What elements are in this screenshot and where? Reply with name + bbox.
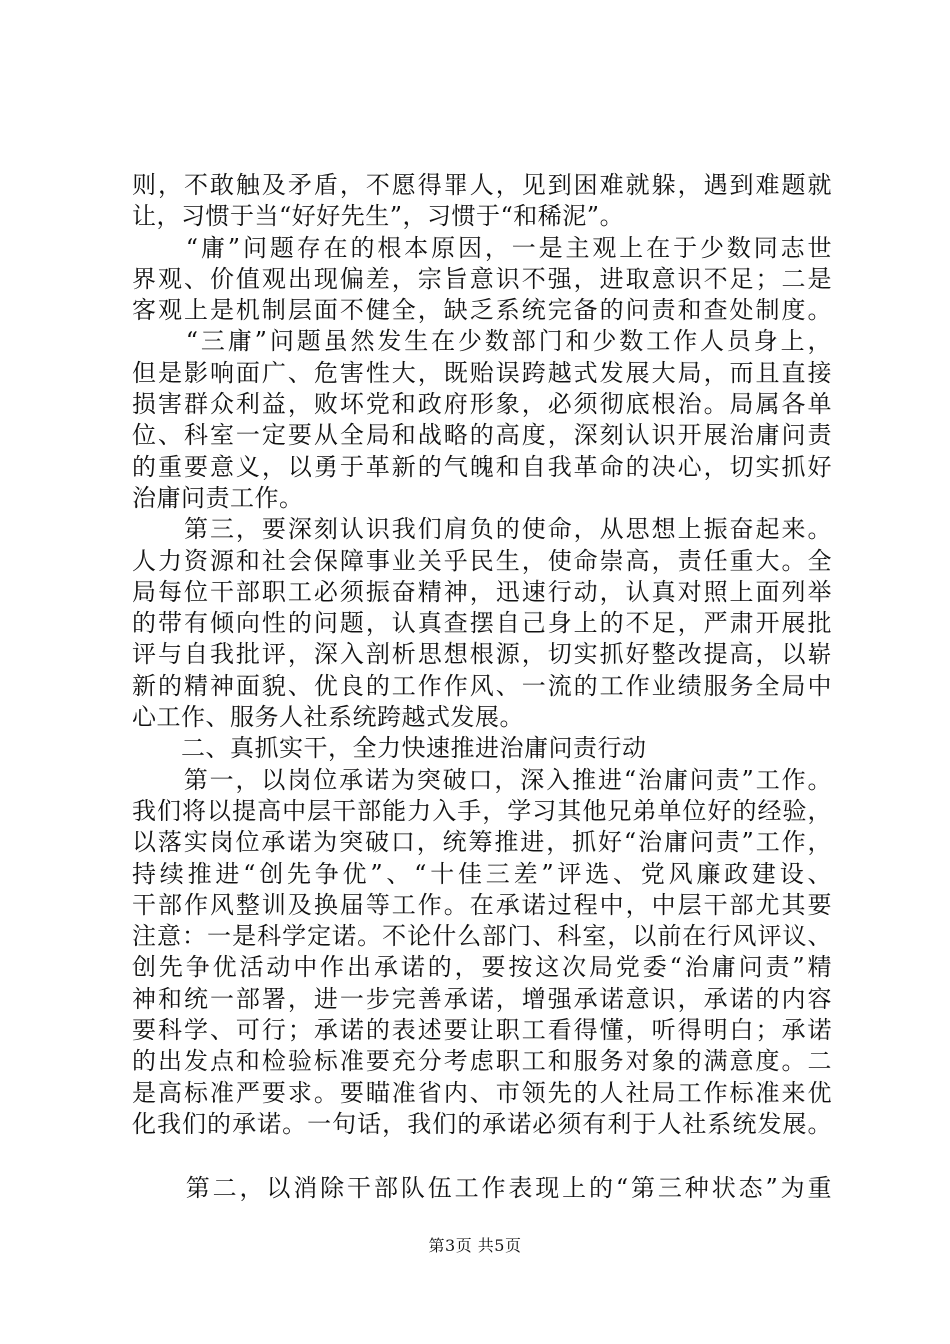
text-line: 人力资源和社会保障事业关乎民生，使命崇高，责任重大。全 bbox=[132, 546, 832, 575]
text-line: 神和统一部署，进一步完善承诺，增强承诺意识，承诺的内容 bbox=[132, 984, 832, 1013]
text-line: 第一，以岗位承诺为突破口，深入推进“治庸问责”工作。 bbox=[132, 765, 832, 794]
text-line: 但是影响面广、危害性大，既贻误跨越式发展大局，而且直接 bbox=[132, 358, 832, 387]
text-line: 以落实岗位承诺为突破口，统筹推进，抓好“治庸问责”工作， bbox=[132, 828, 832, 857]
text-line: 界观、价值观出现偏差，宗旨意识不强，进取意识不足；二是 bbox=[132, 264, 832, 293]
text-line: 第三，要深刻认识我们肩负的使命，从思想上振奋起来。 bbox=[132, 515, 832, 544]
text-line: “庸”问题存在的根本原因，一是主观上在于少数同志世 bbox=[132, 233, 832, 262]
paragraph-gap bbox=[132, 1140, 832, 1173]
text-line: 位、科室一定要从全局和战略的高度，深刻认识开展治庸问责 bbox=[132, 421, 832, 450]
text-line: 损害群众利益，败坏党和政府形象，必须彻底根治。局属各单 bbox=[132, 390, 832, 419]
text-line: 创先争优活动中作出承诺的，要按这次局党委“治庸问责”精 bbox=[132, 953, 832, 982]
text-line: “三庸”问题虽然发生在少数部门和少数工作人员身上， bbox=[132, 327, 832, 356]
text-line: 局每位干部职工必须振奋精神，迅速行动，认真对照上面列举 bbox=[132, 577, 832, 606]
text-line: 新的精神面貌、优良的工作作风、一流的工作业绩服务全局中 bbox=[132, 671, 832, 700]
text-line: 心工作、服务人社系统跨越式发展。 bbox=[132, 703, 524, 732]
text-line: 要科学、可行；承诺的表述要让职工看得懂，听得明白；承诺 bbox=[132, 1016, 832, 1045]
text-line: 干部作风整训及换届等工作。在承诺过程中，中层干部尤其要 bbox=[132, 890, 832, 919]
page-footer: 第3页 共5页 bbox=[428, 1236, 522, 1255]
text-line: 则，不敢触及矛盾，不愿得罪人，见到困难就躲，遇到难题就 bbox=[132, 171, 832, 199]
text-line: 让，习惯于当“好好先生”，习惯于“和稀泥”。 bbox=[132, 202, 625, 231]
document-body bbox=[132, 170, 832, 1205]
text-line: 注意：一是科学定诺。不论什么部门、科室，以前在行风评议、 bbox=[132, 922, 832, 951]
text-line: 评与自我批评，深入剖析思想根源，切实抓好整改提高，以崭 bbox=[132, 640, 832, 669]
text-line: 的出发点和检验标准要充分考虑职工和服务对象的满意度。二 bbox=[132, 1047, 832, 1076]
text-line: 是高标准严要求。要瞄准省内、市领先的人社局工作标准来优 bbox=[132, 1078, 832, 1107]
section-heading: 二、真抓实干，全力快速推进治庸问责行动 bbox=[132, 734, 647, 763]
text-line: 我们将以提高中层干部能力入手，学习其他兄弟单位好的经验， bbox=[132, 796, 832, 825]
text-line: 的带有倾向性的问题，认真查摆自己身上的不足，严肃开展批 bbox=[132, 609, 832, 638]
text-line: 持续推进“创先争优”、“十佳三差”评选、党风廉政建设、 bbox=[132, 859, 832, 888]
text-line: 治庸问责工作。 bbox=[132, 483, 304, 512]
text-line: 化我们的承诺。一句话，我们的承诺必须有利于人社系统发展。 bbox=[132, 1109, 832, 1138]
text-line: 的重要意义，以勇于革新的气魄和自我革命的决心，切实抓好 bbox=[132, 452, 832, 481]
text-line: 客观上是机制层面不健全，缺乏系统完备的问责和查处制度。 bbox=[132, 296, 832, 325]
text-line: 第二，以消除干部队伍工作表现上的“第三种状态”为重 bbox=[132, 1174, 832, 1203]
